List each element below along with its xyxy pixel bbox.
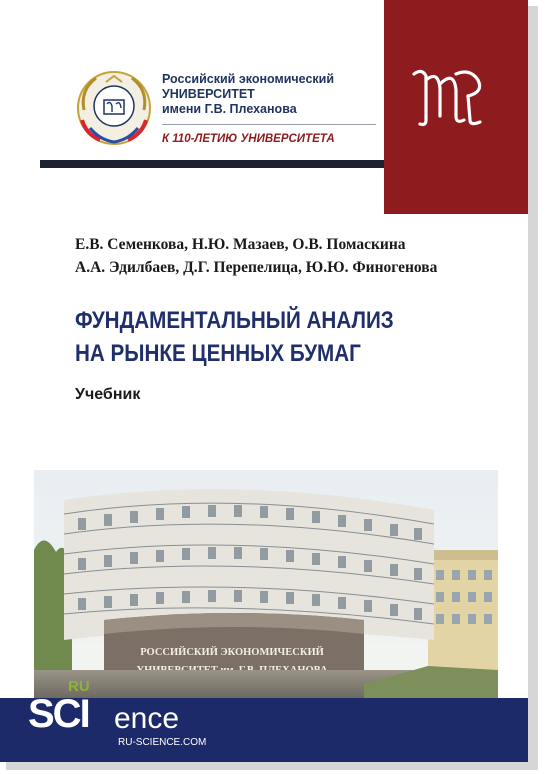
university-name-line: имени Г.В. Плеханова	[162, 102, 297, 116]
book-title-line: ФУНДАМЕНТАЛЬНЫЙ АНАЛИЗ	[75, 307, 394, 334]
header-divider	[40, 160, 384, 168]
book-title	[75, 304, 436, 370]
logo-ence-text: ence	[114, 702, 180, 735]
logo-sci-text: SCI	[28, 692, 89, 736]
cover-shadow-bottom	[6, 762, 538, 770]
university-building-photo	[34, 470, 498, 698]
publisher-url: RU-SCIENCE.COM	[118, 737, 207, 748]
university-seal-icon	[76, 70, 152, 146]
anniversary-label: К 110-ЛЕТИЮ УНИВЕРСИТЕТА	[162, 133, 335, 145]
book-subtitle: Учебник	[75, 386, 141, 403]
university-name	[162, 72, 372, 117]
authors-line: А.А. Эдилбаев, Д.Г. Перепелица, Ю.Ю. Финогенова	[75, 259, 438, 276]
authors	[75, 233, 475, 279]
book-title-line: НА РЫНКЕ ЦЕННЫХ БУМАГ	[75, 340, 361, 367]
logo-ru-text: RU	[68, 678, 90, 695]
building-sign-line: РОССИЙСКИЙ ЭКОНОМИЧЕСКИЙ	[140, 647, 324, 658]
cover-shadow-right	[528, 6, 538, 768]
university-name-line: УНИВЕРСИТЕТ	[162, 87, 255, 101]
authors-line: Е.В. Семенкова, Н.Ю. Мазаев, О.В. Помаскина	[75, 236, 406, 253]
university-name-line: Российский экономический	[162, 72, 335, 86]
university-divider	[162, 124, 376, 125]
monogram-icon	[408, 66, 490, 128]
